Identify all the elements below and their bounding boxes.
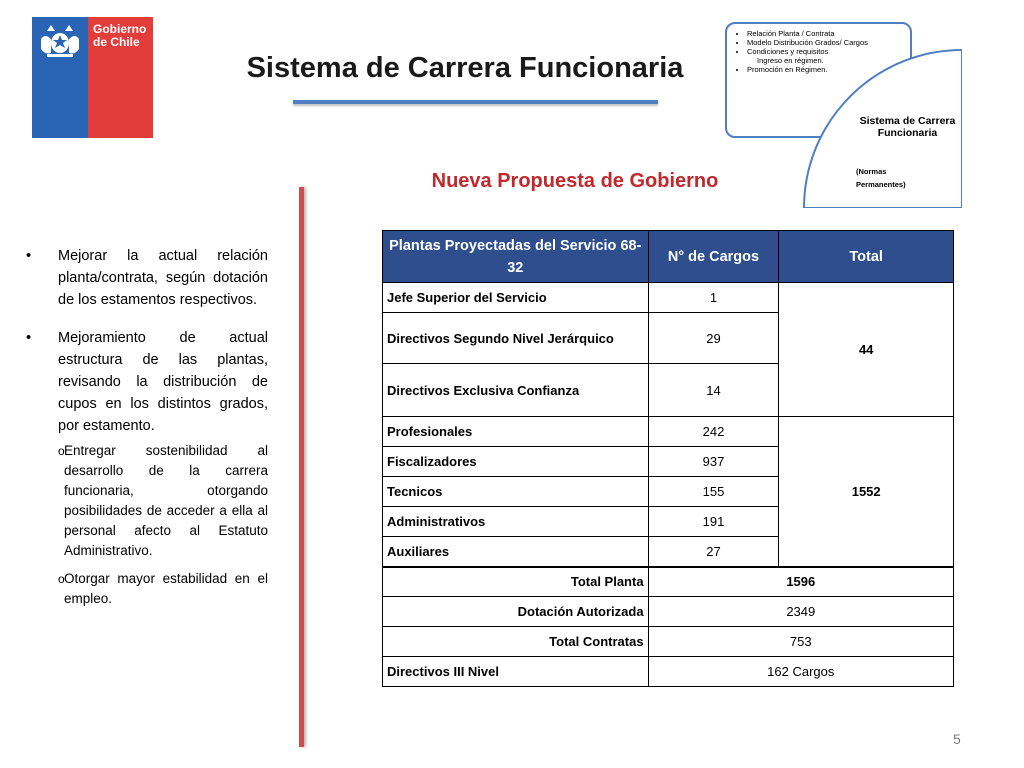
row-label: Fiscalizadores [383,447,649,477]
summary-label: Total Contratas [383,627,649,657]
row-cargos: 937 [648,447,779,477]
diagram-bullet: • Modelo Distribución Grados/ Cargos [747,38,910,47]
group-total: 44 [779,283,954,417]
summary-label: Total Planta [383,567,649,597]
summary-label: Dotación Autorizada [383,597,649,627]
row-cargos: 1 [648,283,779,313]
row-cargos: 14 [648,364,779,417]
row-label: Profesionales [383,417,649,447]
left-bullet-list [26,245,268,609]
page-number: 5 [953,731,961,747]
summary-row [383,657,954,687]
row-label: Auxiliares [383,537,649,567]
bullet-dot-icon: • [26,330,32,346]
row-label: Tecnicos [383,477,649,507]
section-subtitle: Nueva Propuesta de Gobierno [431,170,719,192]
row-label: Administrativos [383,507,649,537]
table-row [383,417,954,447]
row-label: Directivos Exclusiva Confianza [383,364,649,417]
sub-bullet-circle-icon: o [58,572,65,586]
bullet-dot-icon: • [26,248,32,264]
row-label: Jefe Superior del Servicio [383,283,649,313]
logo-line-2: de Chile [93,35,140,49]
diagram-bullet-continuation: Ingreso en régimen. [757,56,824,65]
row-cargos: 27 [648,537,779,567]
row-label: Directivos Segundo Nivel Jerárquico [383,313,649,364]
sub-bullet-item: o Entregar sostenibilidad al desarrollo de la carrera funcionaria, otorgando posibilidades de acceder a ella al personal afecto al Estatuto Administrativo. [26,441,268,561]
page-title: Sistema de Carrera Funcionaria [246,52,684,84]
column-header: Total [779,231,954,283]
diagram-bullet: • Condiciones y requisitos Ingreso en régimen. [747,47,910,65]
sub-bullet-circle-icon: o [58,444,65,458]
row-cargos: 191 [648,507,779,537]
diagram-center-title: Sistema de Carrera Funcionaria [859,115,956,139]
row-cargos: 155 [648,477,779,507]
table-row [383,283,954,313]
summary-value: 1596 [648,567,953,597]
bullet-item: • Mejorar la actual relación planta/contrata, según dotación de los estamentos respectivos. [26,245,268,311]
coat-of-arms-icon [37,21,83,61]
group-total: 1552 [779,417,954,567]
summary-value: 753 [648,627,953,657]
summary-row [383,597,954,627]
summary-row [383,627,954,657]
sub-bullet-item: o Otorgar mayor estabilidad en el empleo. [26,569,268,609]
plantas-table [382,230,954,687]
summary-label: Directivos III Nivel [383,657,649,687]
summary-row [383,567,954,597]
logo-line-1: Gobierno [93,22,147,36]
summary-value: 162 Cargos [648,657,953,687]
bullet-item: • Mejoramiento de actual estructura de las plantas, revisando la distribución de cupos en los distintos grados, por estamento. [26,327,268,437]
column-header: Plantas Proyectadas del Servicio 68-32 [383,231,649,283]
row-cargos: 242 [648,417,779,447]
gobierno-de-chile-logo [32,17,153,138]
title-underline [293,100,658,104]
diagram-bullet: • Relación Planta / Contrata [747,29,910,38]
table-header-row [383,231,954,283]
column-header: N° de Cargos [648,231,779,283]
summary-value: 2349 [648,597,953,627]
diagram-center-note: (Normas Permanentes) [856,167,906,189]
vertical-divider [299,187,304,747]
row-cargos: 29 [648,313,779,364]
diagram-bullet: • Promoción en Régimen. [747,65,910,74]
